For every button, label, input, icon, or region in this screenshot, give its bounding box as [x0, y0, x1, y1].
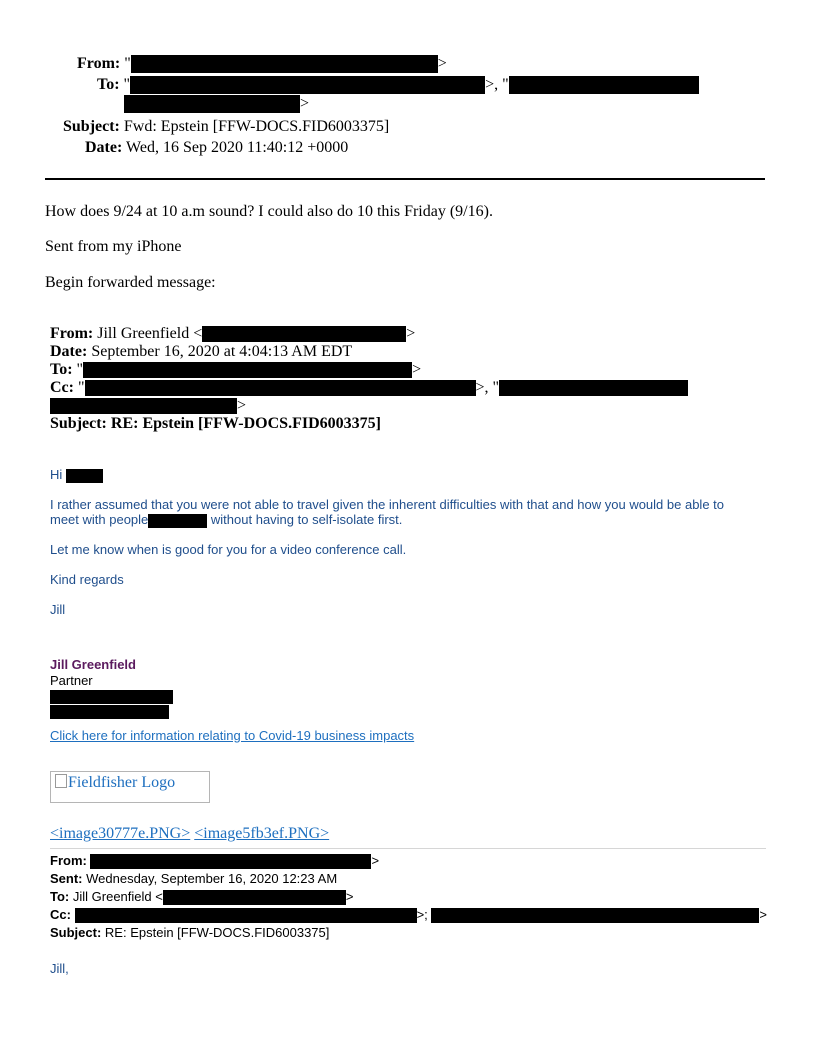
broken-image-icon: [55, 774, 67, 788]
redaction-bar: [148, 514, 207, 528]
fwd-from-name: Jill Greenfield <: [97, 325, 203, 342]
earlier-from-label: From:: [50, 853, 87, 868]
body-line-2: Sent from my iPhone: [45, 238, 182, 255]
earlier-sent: Wednesday, September 16, 2020 12:23 AM: [86, 871, 338, 886]
fwd-date-label: Date:: [50, 343, 88, 360]
fieldfisher-logo-placeholder: [50, 771, 210, 803]
fwd-to-row: [50, 361, 421, 378]
separator: >, ": [485, 76, 509, 93]
angle-close: >: [345, 889, 354, 904]
message-greeting-row: [50, 467, 103, 483]
quote-mark: ": [124, 55, 131, 72]
angle-close: >: [412, 361, 422, 378]
angle-close: >: [371, 853, 380, 868]
signature-title: Partner: [50, 673, 93, 688]
fwd-cc-label: Cc:: [50, 379, 74, 396]
image-link-2[interactable]: <image5fb3ef.PNG>: [194, 825, 330, 842]
fwd-date-row: [50, 343, 352, 360]
redaction-bar: [130, 76, 485, 94]
redaction-bar: [50, 705, 169, 719]
earlier-cc-row: [50, 906, 767, 924]
header-subject-row: [63, 117, 389, 137]
angle-close: >: [759, 907, 768, 922]
covid-info-link[interactable]: Click here for information relating to Covid-19 business impacts: [50, 728, 415, 743]
signature-name: Jill Greenfield: [50, 657, 136, 672]
quote-mark: ": [77, 379, 85, 396]
logo-alt-text: Fieldfisher Logo: [68, 774, 176, 791]
header-date: Wed, 16 Sep 2020 11:40:12 +0000: [126, 139, 349, 156]
earlier-subject-label: Subject:: [50, 925, 102, 940]
body-line-1: How does 9/24 at 10 a.m sound? I could also do 10 this Friday (9/16).: [45, 203, 493, 220]
fwd-from-row: [50, 325, 415, 342]
fwd-to-label: To:: [50, 361, 73, 378]
fwd-from-label: From:: [50, 325, 94, 342]
earlier-sent-label: Sent:: [50, 871, 83, 886]
separator: >, ": [475, 379, 500, 396]
header-subject: Fwd: Epstein [FFW-DOCS.FID6003375]: [123, 118, 390, 135]
redaction-bar: [131, 55, 438, 73]
header-from-label: From:: [77, 55, 121, 72]
semicolon-separator: >;: [416, 907, 428, 922]
fwd-subject-label: Subject:: [50, 415, 107, 432]
earlier-sent-row: [50, 870, 337, 888]
message-para1-c: without having to self-isolate first.: [210, 512, 403, 527]
quote-mark: ": [123, 76, 131, 93]
message-closing: Kind regards: [50, 572, 124, 587]
earlier-subject: RE: Epstein [FFW-DOCS.FID6003375]: [104, 925, 330, 940]
angle-close: >: [437, 55, 447, 72]
fwd-cc-row: [50, 379, 688, 396]
header-to-row: [97, 75, 699, 95]
image-attachments: [50, 825, 329, 843]
redaction-bar: [85, 380, 476, 396]
header-to-row-continued: [124, 94, 309, 114]
earlier-from-row: [50, 852, 379, 870]
redaction-bar: [431, 908, 759, 923]
body-line-3: Begin forwarded message:: [45, 274, 216, 291]
fwd-cc-row-continued: [50, 397, 246, 414]
header-date-row: [85, 138, 348, 158]
signature-redaction-2: [50, 703, 169, 721]
earlier-subject-row: [50, 924, 329, 942]
redaction-bar: [66, 469, 103, 483]
redaction-bar: [509, 76, 699, 94]
earlier-greeting: Jill,: [50, 961, 69, 976]
redaction-bar: [50, 398, 237, 414]
earlier-to: Jill Greenfield <: [72, 889, 163, 904]
earlier-message-divider: [50, 848, 766, 849]
header-to-label: To:: [97, 76, 120, 93]
redaction-bar: [163, 890, 346, 905]
header-from-row: [77, 54, 447, 74]
redaction-bar: [124, 95, 300, 113]
earlier-to-label: To:: [50, 889, 70, 904]
fwd-subject: RE: Epstein [FFW-DOCS.FID6003375]: [110, 415, 381, 432]
fwd-date: September 16, 2020 at 4:04:13 AM EDT: [91, 343, 353, 360]
message-para2: Let me know when is good for you for a video conference call.: [50, 542, 407, 557]
message-para1-b: meet with people: [50, 512, 149, 527]
image-link-1[interactable]: <image30777e.PNG>: [50, 825, 191, 842]
redaction-bar: [83, 362, 412, 378]
redaction-bar: [499, 380, 688, 396]
earlier-to-row: [50, 888, 353, 906]
redaction-bar: [202, 326, 406, 342]
header-date-label: Date:: [85, 139, 123, 156]
header-divider: [45, 178, 765, 180]
header-subject-label: Subject:: [63, 118, 120, 135]
angle-close: >: [237, 397, 247, 414]
logo-alt-row: [55, 774, 175, 792]
earlier-cc-label: Cc:: [50, 907, 71, 922]
message-para1-line2: [50, 512, 402, 528]
quote-mark: ": [76, 361, 84, 378]
message-signoff: Jill: [50, 602, 66, 617]
redaction-bar: [90, 854, 371, 869]
angle-close: >: [300, 95, 310, 112]
angle-close: >: [406, 325, 416, 342]
message-para1-line1: I rather assumed that you were not able to travel given the inherent difficulties with that and how you would be able to: [50, 497, 725, 512]
fwd-subject-row: [50, 415, 381, 432]
message-greeting: Hi: [50, 467, 63, 482]
redaction-bar: [75, 908, 417, 923]
